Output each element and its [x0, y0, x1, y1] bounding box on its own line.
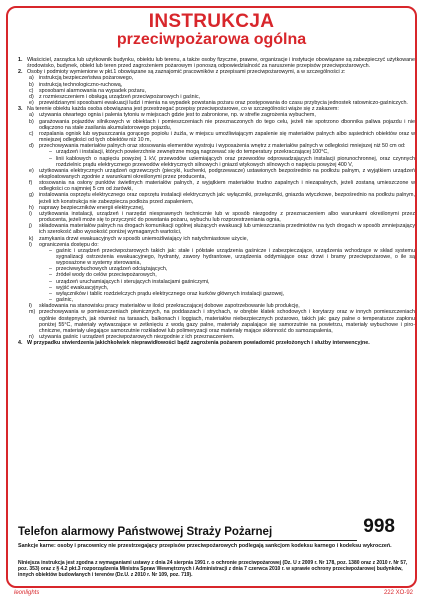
list-item — [27, 192, 415, 204]
item-text: przewidzianymi sposobami ewakuacji ludzi i mienia na wypadek powstania pożaru oraz postępowania do czasu przybycia jednostek ratowniczo-gaśniczych. — [39, 100, 408, 107]
section-4 — [18, 340, 415, 346]
item-text: garażowania pojazdów silnikowych w obiektach i pomieszczeniach nie przeznaczonych do tego celu, jeżeli nie spotrzono dbonnika paliwa pojazdu i nie odłączono na stałe zasilania akumulatorowego pojazdu, — [39, 118, 415, 131]
section-text: Na terenie obiektu każda osoba obowiązana jest przestrzegać przepisy przeciwpożarowe, co w szczególności wiąże się z zakazem: — [27, 106, 339, 113]
list-item — [27, 143, 415, 168]
list-item — [27, 242, 415, 304]
item-text: przechowywania materiałów palnych oraz stosowania elementów wystroju i wyposażenia wnętrz z materiałów palnych w odległości mniejszej niż 50 cm od: — [39, 143, 406, 150]
item-letter: b) — [29, 81, 34, 88]
item-content — [39, 180, 415, 192]
dash-text: przeciwwybuchowych urządzeń odciążających, — [56, 266, 168, 273]
item-content — [39, 119, 415, 131]
dash-mark: – — [49, 155, 52, 162]
item-content — [39, 309, 415, 334]
item-text: sposobami alarmowania na wypadek pożaru, — [39, 87, 146, 94]
item-letter: d) — [29, 93, 34, 100]
item-letter: l) — [29, 241, 32, 248]
list-item — [27, 180, 415, 192]
dash-text: linii kablowych o napięciu powyżej 1 kV, przewodów uziemiających oraz przewodów odprowadzających instalacji piorunochronnej, oraz czynnych rozdzielnic prądu elektrycznego przewodów elektrycznych silnowych i gniazd wtykowych silnowych o napięciu powyżej 400 V, — [56, 155, 415, 168]
dash-item — [39, 156, 415, 168]
item-letter: d) — [29, 143, 34, 150]
sanctions-note: Sankcje karne: osoby i pracownicy nie przestrzegający przepisów przeciwpożarowych podlegają sankcjom kodeksu karnego i kodeksu wykroczeń. — [18, 543, 392, 549]
section-number: 3. — [18, 106, 23, 113]
dash-text: urządzeń uruchamiających i sterujących instalacjami gaśniczymi, — [56, 278, 210, 285]
section-content — [27, 340, 415, 346]
dash-mark: – — [49, 247, 52, 254]
section-content — [27, 106, 415, 340]
section-1 — [18, 57, 415, 69]
item-text: z rozmieszczeniem i obsługą urządzeń przeciwpożarowych i gaśnic, — [39, 93, 200, 100]
item-letter: ł) — [29, 303, 32, 310]
item-letter: j) — [29, 223, 32, 230]
item-letter: i) — [29, 210, 32, 217]
list-item — [27, 223, 415, 235]
brand-logo: leonlights — [14, 590, 40, 596]
section-text: W przypadku stwierdzenia jakichkolwiek nieprawidłowości bądź zagrożenia pożarem powiadomić przełożonych i służby interwencyjne. — [27, 340, 370, 347]
item-content — [39, 223, 415, 235]
section-2 — [18, 69, 415, 106]
alarm-phone — [18, 516, 415, 540]
list-item — [27, 309, 415, 334]
item-text: składowania materiałów palnych na drogach komunikacji ogólnej służących ewakuacji lub umieszczania przedmiotów na tych drogach w sposób zmniejszający ich szerokość albo wysokość poniżej wymaganych wartości, — [39, 223, 415, 236]
item-content — [39, 211, 415, 223]
item-text: rozpalania ognisk lub wypuszczania gorącego popiołu i żużla, w miejscu umożliwiającym zapalenie się materiałów palnych albo sąsiednich obiektów oraz w mniejszej odległości od tych obiektów niż 10 m, — [39, 130, 415, 144]
item-text: używania otwartego ognia i palenia tytoniu w miejscach gdzie jest to zabronione, np. w strefie zagrożenia wybuchem, — [39, 112, 316, 119]
section-content — [27, 69, 415, 106]
dash-mark: – — [49, 284, 52, 291]
dash-text: wyłączników i tablic rozdzielczych prądu elektrycznego oraz kurków głównych instalacji gazowej, — [56, 290, 285, 297]
dash-text: źródeł wody do celów przeciwpożarowych, — [56, 272, 157, 279]
dash-text: gaśnic i urządzeń przeciwpożarowych takich jak: stałe i półstałe urządzenia gaśnicze i zabezpieczające, urządzenia wchodzące w skład systemu sygnalizacji ostrzeżenia ewakuacyjnego, hydranty, zawory hydrantowe, urządzenia oddymiające oraz drzwi i bramy przeciwpożarowe, o ile są wyposażone w systemy sterowania, — [56, 247, 415, 267]
item-text: ograniczenia dostępu do: — [39, 241, 99, 248]
list-item — [27, 131, 415, 143]
item-text: stosowania na osłony punktów świetlnych materiałów palnych, z wyjątkiem materiałów trudno zapalnych i niezapalnych, jeżeli zostaną umieszczone w odległości co najmniej 5 cm od żarówki, — [39, 180, 415, 193]
item-text: instrukcją bezpieczeństwa pożarowego, — [39, 75, 134, 82]
section-number: 4. — [18, 340, 23, 347]
section-text: Właściciel, zarządca lub użytkownik budynku, obiektu lub terenu, a także osoby fizyczne, prawne, organizacje i instytucje obowiązane są zabezpieczyć użytkowane środowisko, budynek, obiekt lub teren przed zagrożeniem pożarowym i ponoszą odpowiedzialność za naruszenie przepisów przeciwpożarowych. — [27, 57, 415, 70]
list-item — [27, 168, 415, 180]
item-letter: c) — [29, 87, 34, 94]
item-text: używania gaśnic i urządzeń przeciwpożarowych niezgodnie z ich przeznaczeniem. — [39, 334, 235, 341]
item-content — [39, 242, 415, 304]
item-text: przechowywania w pomieszczeniach piwnicznych, na poddaszach i strychach, w obrębie klatek schodowych i korytarzy oraz w innych pomieszczeniach ogólnie dostępnych, jak również na tarasach, balkonach i loggiach, materiałów niebezpiecznych pożarowo, takich jak: gazy palne o temperaturze zapłonu poniżej 55°C, materiały wytwarzające w zetknięciu z wodą gazy palne, materiały zapalające się samorzutnie na powietrzu, materiały wybuchowe i piro-chniczne, materiały ulegające samorzutnie rozkładowi lub polimeryzacji oraz materiały mające skłonność do samozapalenia, — [39, 309, 415, 334]
dash-text: wyjść ewakuacyjnych, — [56, 284, 109, 291]
item-letter: g) — [29, 192, 34, 199]
dash-text: gaśnic, — [56, 297, 73, 304]
item-letter: k) — [29, 235, 34, 242]
item-letter: m) — [29, 309, 36, 316]
legal-basis-note: Niniejsza instrukcja jest zgodna z wymaganiami ustawy z dnia 24 sierpnia 1991 r. o ochronie przeciwpożarowej (Dz. U z 2009 r. Nr 178, poz. 1380 oraz z 2010 r. Nr 57, poz. 353) oraz z § 4.2 pkt.3 rozporządzenia Ministra Spraw Wewnętrznych i Administracji z dnia 7 czerwca 2010 r. w sprawie ochrony przeciwpożarowej budynków, innych obiektów budowlanych i terenów (Dz.U. z 2010 r. Nr 109, poz. 719). — [18, 560, 408, 578]
item-letter: n) — [29, 334, 34, 341]
item-letter: a) — [29, 112, 34, 119]
section-number: 1. — [18, 57, 23, 63]
item-text: zamykania drzwi ewakuacyjnych w sposób uniemożliwiający ich natychmiastowe użycie, — [39, 235, 249, 242]
title-line-2: przeciwpożarowa ogólna — [116, 31, 307, 48]
divider — [38, 540, 357, 541]
item-text: składowania na stanowisku pracy materiałów w ilości przekraczającej dobowe zapotrzebowanie lub produkcję, — [39, 303, 300, 310]
section-text: Osoby i podmioty wymienione w pkt.1 obowiązane są zaznajomić pracowników z przepisami przeciwpożarowymi, a w szczególności z: — [27, 69, 346, 76]
item-letter: b) — [29, 118, 34, 125]
item-letter: a) — [29, 75, 34, 82]
item-letter: h) — [29, 204, 34, 211]
item-letter: e) — [29, 100, 34, 107]
item-content — [39, 143, 415, 168]
dash-mark: – — [49, 278, 52, 285]
item-text: użytkowania elektrycznych urządzeń ogrzewczych (piecyki, kuchenki, podgrzewacze) ustawionych bezpośrednio na podłożu palnym, z wyjątkiem urządzeń eksploatowanych zgodnie z warunkami określonymi przez producenta, — [39, 167, 415, 180]
section-number: 2. — [18, 69, 23, 76]
dash-item — [39, 248, 415, 266]
item-letter: e) — [29, 167, 34, 174]
dash-mark: – — [49, 290, 52, 297]
dash-mark: – — [49, 149, 52, 156]
item-content — [39, 168, 415, 180]
item-text: instrukcją technologiczno-ruchową, — [39, 81, 123, 88]
item-content — [39, 131, 415, 143]
title-line-1: INSTRUKCJA — [148, 11, 275, 32]
section-content — [27, 57, 415, 69]
dash-mark: – — [49, 272, 52, 279]
item-letter: f) — [29, 180, 33, 187]
instruction-body — [18, 57, 415, 346]
list-item — [27, 211, 415, 223]
sign-code: 222 XO-92 — [383, 590, 413, 596]
alarm-number: 998 — [363, 516, 395, 537]
item-text: naprawy bezpieczników energii elektrycznej, — [39, 204, 145, 211]
dash-mark: – — [49, 266, 52, 273]
item-text: instalowania osprzętu elektrycznego oraz osprzętu instalacji elektrycznych jak: wyłączniki, przełączniki, gniazda wtyczkowe, bezpośrednio na podłożu palnym, jeżeli ich konstrukcja nie zabezpiecza podłoża przed zapaleniem, — [39, 192, 415, 205]
list-item — [27, 119, 415, 131]
alarm-label: Telefon alarmowy Państwowej Straży Pożarnej — [18, 526, 273, 538]
dash-mark: – — [49, 297, 52, 304]
section-3 — [18, 106, 415, 340]
item-content — [39, 192, 415, 204]
item-text: użytkowania instalacji, urządzeń i narzędzi niesprawnych technicznie lub w sposób niezgodny z przeznaczeniem albo warunkami określonymi przez producenta, jeżeli może się to przyczynić do powstania pożaru, wybuchu lub rozprzestrzeniania ognia, — [39, 210, 415, 224]
item-letter: c) — [29, 130, 34, 137]
sign-title — [8, 12, 415, 48]
dash-text: urządzeń i instalacji, których powierzchnie zewnętrzne mogą nagrzewać się do temperatury przekraczającej 100°C, — [56, 149, 329, 156]
